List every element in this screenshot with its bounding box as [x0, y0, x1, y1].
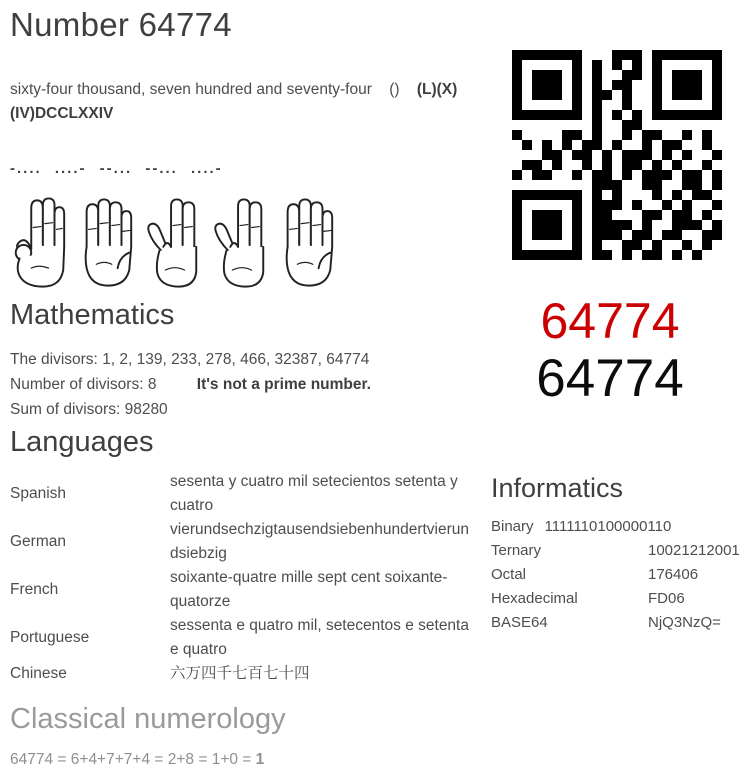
- informatics-heading: Informatics: [491, 473, 624, 503]
- qr-code-icon: [512, 50, 722, 260]
- language-label: Chinese: [10, 665, 67, 682]
- hand-sign-6-icon: [8, 196, 70, 290]
- hand-sign-4-icon: [75, 196, 137, 290]
- informatics-label: Binary: [491, 518, 534, 535]
- language-value: vierundsechzigtausendsiebenhundertvierundsiebzig: [170, 521, 470, 562]
- informatics-row: [491, 515, 750, 539]
- informatics-value: 10021212001: [648, 542, 740, 559]
- informatics-table: [491, 515, 750, 635]
- language-label: French: [10, 581, 59, 598]
- language-value: sesenta y cuatro mil setecientos setenta y cuatro: [170, 473, 458, 514]
- big-number-black: 64774: [536, 349, 684, 408]
- informatics-row: [491, 587, 750, 611]
- languages-table: [10, 470, 475, 686]
- big-number-display: [491, 295, 729, 407]
- informatics-row: [491, 611, 750, 635]
- number-in-words: [10, 78, 482, 126]
- sum-of-divisors-line: Sum of divisors: 98280: [10, 401, 168, 418]
- informatics-value: 1111110100000110: [544, 518, 672, 535]
- divisors-line: The divisors: 1, 2, 139, 233, 278, 466, 32387, 64774: [10, 351, 370, 368]
- big-number-red: 64774: [540, 293, 680, 349]
- hand-sign-7-icon: [209, 196, 271, 290]
- informatics-row: [491, 563, 750, 587]
- hand-sign-7-icon: [142, 196, 204, 290]
- divisor-count-line: Number of divisors: 8 It's not a prime number.: [10, 376, 371, 393]
- mathematics-facts: [10, 347, 371, 422]
- numerology-heading: Classical numerology: [10, 703, 286, 735]
- language-label: Spanish: [10, 485, 67, 502]
- empty-parens: (): [389, 80, 400, 98]
- numerology-result: 1: [255, 751, 265, 768]
- informatics-value: NjQ3NzQ=: [648, 614, 721, 631]
- informatics-label: Ternary: [491, 542, 542, 559]
- informatics-label: Octal: [491, 566, 527, 583]
- language-label: German: [10, 533, 66, 550]
- informatics-row: [491, 539, 750, 563]
- roman-numeral-part1: (L)(X): [416, 80, 458, 98]
- roman-numeral-part2: (IV)DCCLXXIV: [10, 104, 114, 122]
- language-value: 六万四千七百七十四: [170, 665, 310, 682]
- page-title: Number 64774: [10, 6, 232, 43]
- informatics-label: BASE64: [491, 614, 548, 631]
- language-label: Portuguese: [10, 629, 90, 646]
- informatics-value: 176406: [648, 566, 699, 583]
- morse-code: -.... ....- --... --... ....-: [10, 160, 223, 177]
- numerology-line: 64774 = 6+4+7+7+4 = 2+8 = 1+0 = 1: [10, 751, 265, 768]
- hand-sign-4-icon: [276, 196, 338, 290]
- informatics-value: FD06: [648, 590, 685, 607]
- number-words-text: sixty-four thousand, seven hundred and seventy-four: [10, 80, 372, 98]
- language-value: sessenta e quatro mil, setecentos e setenta e quatro: [170, 617, 469, 658]
- language-value: soixante-quatre mille sept cent soixante-quatorze: [170, 569, 448, 610]
- languages-heading: Languages: [10, 426, 154, 458]
- prime-note: It's not a prime number.: [196, 376, 371, 393]
- mathematics-heading: Mathematics: [10, 299, 175, 331]
- hand-signs: [8, 196, 338, 290]
- informatics-label: Hexadecimal: [491, 590, 578, 607]
